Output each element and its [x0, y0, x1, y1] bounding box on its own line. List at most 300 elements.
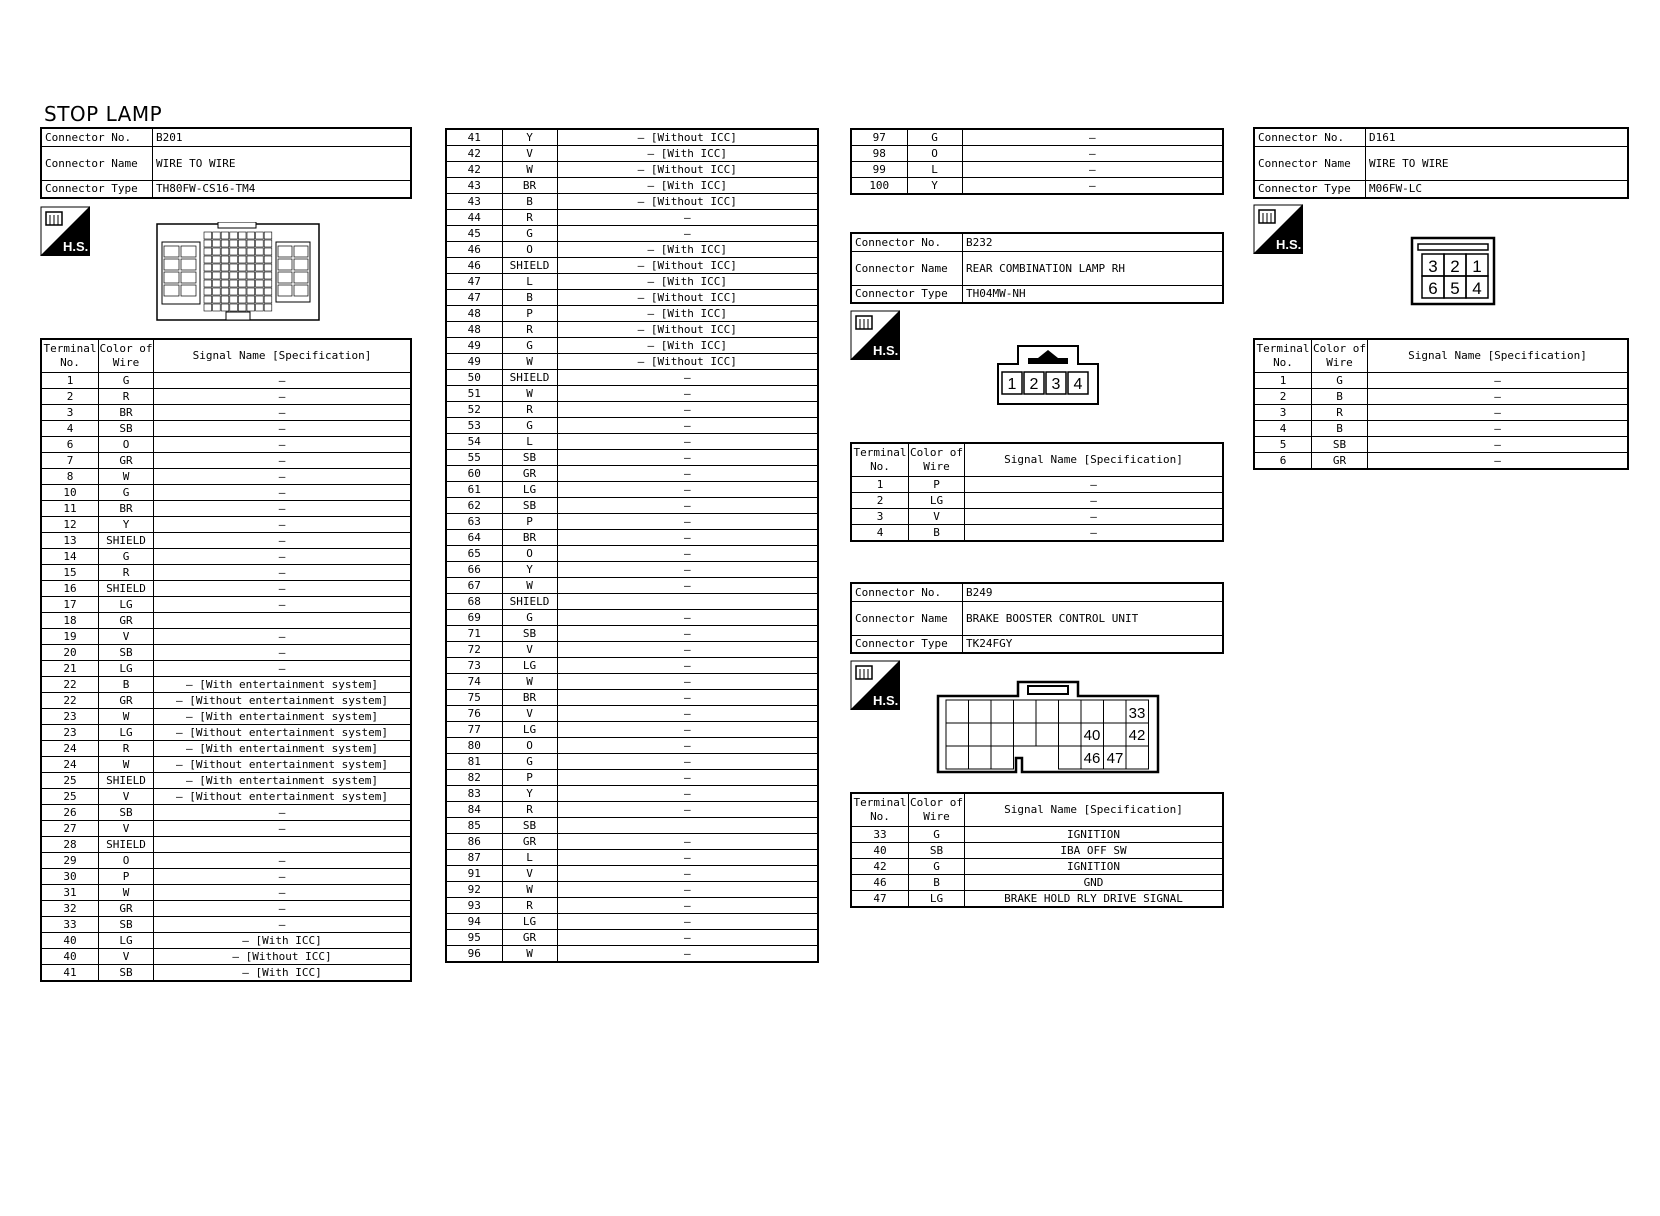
table-row: [446, 946, 818, 963]
terminal-no-cell: 49: [446, 354, 502, 370]
table-row: [446, 642, 818, 658]
signal-name-cell: –: [965, 509, 1224, 525]
harness-side-icon: [850, 310, 900, 360]
connector-name-value: WIRE TO WIRE: [1366, 146, 1629, 180]
table-row: [41, 453, 411, 469]
signal-name-cell: –: [557, 370, 818, 386]
wire-color-cell: Y: [99, 517, 154, 533]
signal-name-cell: [154, 837, 412, 853]
terminal-no-cell: 91: [446, 866, 502, 882]
wire-color-cell: R: [502, 802, 557, 818]
terminal-no-cell: 11: [41, 501, 99, 517]
terminal-no-cell: 50: [446, 370, 502, 386]
table-row: [41, 469, 411, 485]
terminal-no-cell: 40: [41, 933, 99, 949]
table-row: [41, 853, 411, 869]
terminal-no-cell: 48: [446, 306, 502, 322]
connector-face-b201: [156, 222, 320, 322]
table-row: [446, 418, 818, 434]
terminal-no-cell: 66: [446, 562, 502, 578]
connector-name-value: WIRE TO WIRE: [153, 146, 412, 180]
terminal-no-cell: 4: [851, 525, 909, 542]
terminal-no-cell: 45: [446, 226, 502, 242]
table-row: [446, 482, 818, 498]
table-row: [446, 866, 818, 882]
signal-name-cell: [557, 818, 818, 834]
terminal-no-cell: 61: [446, 482, 502, 498]
table-row: [41, 837, 411, 853]
table-row: [446, 594, 818, 610]
signal-name-cell: –: [154, 405, 412, 421]
table-row: [446, 194, 818, 210]
pin-label: 4: [1073, 376, 1083, 393]
terminal-no-cell: 18: [41, 613, 99, 629]
terminal-no-cell: 24: [41, 757, 99, 773]
table-row: [41, 389, 411, 405]
wire-color-cell: BR: [99, 405, 154, 421]
signal-name-cell: – [With entertainment system]: [154, 709, 412, 725]
terminal-no-cell: 6: [41, 437, 99, 453]
table-row: [851, 891, 1223, 908]
signal-name-cell: – [Without ICC]: [557, 194, 818, 210]
terminal-no-cell: 23: [41, 709, 99, 725]
connector-info-d161: [1253, 127, 1629, 199]
terminal-no-cell: 52: [446, 402, 502, 418]
signal-name-cell: –: [154, 485, 412, 501]
table-row: [446, 242, 818, 258]
wire-color-cell: P: [909, 477, 965, 493]
page-title: STOP LAMP: [44, 102, 163, 126]
terminal-no-cell: 44: [446, 210, 502, 226]
signal-name-cell: –: [557, 898, 818, 914]
signal-name-cell: –: [154, 645, 412, 661]
signal-name-cell: –: [557, 642, 818, 658]
wire-color-cell: L: [502, 850, 557, 866]
signal-name-cell: IGNITION: [965, 859, 1224, 875]
signal-name-cell: –: [557, 562, 818, 578]
terminal-no-cell: 26: [41, 805, 99, 821]
signal-name-cell: – [With entertainment system]: [154, 677, 412, 693]
signal-name-cell: –: [557, 706, 818, 722]
terminal-no-cell: 100: [851, 178, 907, 195]
terminal-no-cell: 3: [1254, 405, 1312, 421]
table-row: [41, 661, 411, 677]
table-row: [446, 498, 818, 514]
terminal-no-cell: 42: [851, 859, 909, 875]
signal-name-cell: –: [154, 805, 412, 821]
connector-no-value: B201: [153, 128, 412, 146]
terminal-no-cell: 41: [446, 129, 502, 146]
wire-color-cell: BR: [502, 178, 557, 194]
table-row: [446, 850, 818, 866]
table-row: [41, 629, 411, 645]
table-row: [41, 581, 411, 597]
wire-color-cell: G: [909, 859, 965, 875]
header-terminal-no: Terminal No.: [851, 443, 909, 477]
wire-color-cell: Y: [502, 786, 557, 802]
signal-name-cell: –: [557, 914, 818, 930]
table-row: [41, 757, 411, 773]
signal-name-cell: – [With ICC]: [557, 178, 818, 194]
wire-color-cell: G: [1312, 373, 1368, 389]
wire-color-cell: Y: [907, 178, 962, 195]
wire-color-cell: B: [909, 875, 965, 891]
terminal-no-cell: 25: [41, 773, 99, 789]
wire-color-cell: W: [99, 885, 154, 901]
terminal-no-cell: 25: [41, 789, 99, 805]
signal-name-cell: –: [557, 738, 818, 754]
terminal-no-cell: 2: [41, 389, 99, 405]
signal-name-cell: –: [154, 373, 412, 389]
wire-color-cell: V: [502, 706, 557, 722]
terminal-no-cell: 1: [851, 477, 909, 493]
terminal-no-cell: 95: [446, 930, 502, 946]
signal-name-cell: –: [557, 674, 818, 690]
wire-color-cell: LG: [99, 725, 154, 741]
wire-color-cell: B: [502, 290, 557, 306]
terminal-no-cell: 74: [446, 674, 502, 690]
terminal-no-cell: 97: [851, 129, 907, 146]
terminal-no-cell: 47: [446, 274, 502, 290]
hs-label: H.S.: [63, 239, 89, 254]
terminal-no-cell: 33: [851, 827, 909, 843]
signal-name-cell: –: [962, 146, 1223, 162]
signal-name-cell: –: [557, 498, 818, 514]
table-row: [446, 770, 818, 786]
table-row: [41, 949, 411, 965]
wire-color-cell: B: [99, 677, 154, 693]
table-row: [446, 882, 818, 898]
signal-name-cell: IGNITION: [965, 827, 1224, 843]
wire-color-cell: GR: [99, 901, 154, 917]
table-row: [851, 875, 1223, 891]
signal-name-cell: –: [154, 453, 412, 469]
table-row: [446, 178, 818, 194]
wire-color-cell: B: [909, 525, 965, 542]
header-color-of-wire: Color of Wire: [99, 339, 154, 373]
terminal-no-cell: 16: [41, 581, 99, 597]
pin-label: 46: [1083, 750, 1101, 767]
table-row: [41, 741, 411, 757]
wire-color-cell: LG: [502, 914, 557, 930]
table-row: [446, 306, 818, 322]
terminal-no-cell: 87: [446, 850, 502, 866]
signal-name-cell: –: [154, 885, 412, 901]
signal-name-cell: – [With ICC]: [557, 274, 818, 290]
signal-name-cell: –: [154, 853, 412, 869]
terminal-no-cell: 2: [1254, 389, 1312, 405]
wire-color-cell: G: [99, 549, 154, 565]
wire-color-cell: LG: [502, 722, 557, 738]
connector-info-b249: [850, 582, 1224, 654]
wire-color-cell: V: [502, 642, 557, 658]
table-row: [41, 421, 411, 437]
table-row: [41, 789, 411, 805]
terminal-no-cell: 77: [446, 722, 502, 738]
wire-color-cell: W: [502, 674, 557, 690]
terminal-no-cell: 76: [446, 706, 502, 722]
table-row: [41, 613, 411, 629]
signal-name-cell: –: [557, 386, 818, 402]
signal-name-cell: –: [962, 162, 1223, 178]
wire-color-cell: R: [502, 402, 557, 418]
terminal-no-cell: 81: [446, 754, 502, 770]
terminal-no-cell: 15: [41, 565, 99, 581]
table-row: [446, 514, 818, 530]
signal-name-cell: –: [154, 821, 412, 837]
signal-name-cell: –: [965, 477, 1224, 493]
signal-name-cell: –: [557, 930, 818, 946]
hs-label: H.S.: [873, 693, 899, 708]
pin-label: 5: [1450, 279, 1460, 298]
signal-name-cell: –: [557, 690, 818, 706]
connector-type-label: Connector Type: [1254, 180, 1366, 198]
wire-color-cell: V: [99, 789, 154, 805]
wire-color-cell: P: [99, 869, 154, 885]
signal-name-cell: –: [557, 802, 818, 818]
wire-color-cell: GR: [99, 453, 154, 469]
pin-label: 6: [1428, 279, 1438, 298]
terminal-no-cell: 43: [446, 194, 502, 210]
terminal-no-cell: 4: [1254, 421, 1312, 437]
terminal-no-cell: 83: [446, 786, 502, 802]
wire-color-cell: V: [909, 509, 965, 525]
wire-color-cell: W: [502, 882, 557, 898]
terminal-no-cell: 65: [446, 546, 502, 562]
harness-side-icon: [1253, 204, 1303, 254]
signal-name-cell: –: [1368, 453, 1629, 470]
wire-color-cell: GR: [502, 930, 557, 946]
wire-color-cell: R: [99, 565, 154, 581]
header-color-of-wire: Color of Wire: [909, 443, 965, 477]
terminal-no-cell: 86: [446, 834, 502, 850]
signal-name-cell: –: [154, 549, 412, 565]
terminal-no-cell: 64: [446, 530, 502, 546]
table-row: [446, 722, 818, 738]
pin-label: 1: [1472, 257, 1482, 276]
pin-label: 3: [1051, 376, 1061, 393]
terminal-no-cell: 3: [41, 405, 99, 421]
signal-name-cell: – [With ICC]: [557, 242, 818, 258]
signal-name-cell: –: [557, 610, 818, 626]
table-row: [446, 354, 818, 370]
pin-label: 2: [1029, 376, 1039, 393]
signal-name-cell: –: [154, 421, 412, 437]
pin-label: 3: [1428, 257, 1438, 276]
wire-color-cell: SB: [502, 818, 557, 834]
connector-type-value: M06FW-LC: [1366, 180, 1629, 198]
wire-color-cell: BR: [502, 530, 557, 546]
wire-color-cell: SB: [99, 421, 154, 437]
terminal-no-cell: 17: [41, 597, 99, 613]
wire-color-cell: V: [502, 866, 557, 882]
signal-name-cell: [154, 613, 412, 629]
table-row: [446, 690, 818, 706]
wire-color-cell: G: [502, 754, 557, 770]
wire-color-cell: SB: [99, 965, 154, 982]
wire-color-cell: LG: [99, 661, 154, 677]
table-row: [446, 434, 818, 450]
terminal-no-cell: 27: [41, 821, 99, 837]
signal-name-cell: –: [154, 581, 412, 597]
wire-color-cell: W: [502, 946, 557, 963]
table-row: [446, 834, 818, 850]
terminal-no-cell: 80: [446, 738, 502, 754]
terminal-no-cell: 96: [446, 946, 502, 963]
terminal-no-cell: 1: [41, 373, 99, 389]
table-row: [851, 129, 1223, 146]
wire-color-cell: SB: [502, 498, 557, 514]
wire-color-cell: Y: [502, 129, 557, 146]
header-terminal-no: Terminal No.: [1254, 339, 1312, 373]
table-row: [446, 226, 818, 242]
table-row: [41, 501, 411, 517]
table-row: [851, 162, 1223, 178]
connector-name-label: Connector Name: [41, 146, 153, 180]
connector-no-label: Connector No.: [851, 583, 963, 601]
terminal-no-cell: 82: [446, 770, 502, 786]
terminal-no-cell: 75: [446, 690, 502, 706]
signal-name-cell: – [With ICC]: [154, 965, 412, 982]
wire-color-cell: O: [502, 242, 557, 258]
connector-no-label: Connector No.: [851, 233, 963, 251]
terminal-no-cell: 12: [41, 517, 99, 533]
pin-label: 40: [1083, 727, 1101, 744]
connector-type-label: Connector Type: [851, 635, 963, 653]
wire-color-cell: P: [502, 306, 557, 322]
table-row: [446, 562, 818, 578]
wire-color-cell: W: [502, 578, 557, 594]
terminal-no-cell: 32: [41, 901, 99, 917]
wire-color-cell: B: [502, 194, 557, 210]
signal-name-cell: – [Without entertainment system]: [154, 725, 412, 741]
terminal-no-cell: 60: [446, 466, 502, 482]
wire-color-cell: W: [99, 469, 154, 485]
table-row: [446, 802, 818, 818]
signal-name-cell: – [With ICC]: [154, 933, 412, 949]
terminal-no-cell: 46: [446, 258, 502, 274]
signal-name-cell: –: [154, 869, 412, 885]
pin-table-b201-end: [850, 128, 1224, 195]
wire-color-cell: SHIELD: [502, 594, 557, 610]
signal-name-cell: –: [154, 517, 412, 533]
signal-name-cell: – [Without entertainment system]: [154, 693, 412, 709]
terminal-no-cell: 55: [446, 450, 502, 466]
connector-face-b249: [936, 676, 1160, 776]
wire-color-cell: BR: [502, 690, 557, 706]
connector-name-value: BRAKE BOOSTER CONTROL UNIT: [963, 601, 1224, 635]
signal-name-cell: –: [1368, 389, 1629, 405]
terminal-no-cell: 63: [446, 514, 502, 530]
terminal-no-cell: 53: [446, 418, 502, 434]
table-row: [446, 530, 818, 546]
signal-name-cell: –: [557, 418, 818, 434]
wire-color-cell: G: [99, 485, 154, 501]
connector-name-label: Connector Name: [851, 251, 963, 285]
signal-name-cell: –: [557, 722, 818, 738]
table-row: [851, 859, 1223, 875]
terminal-no-cell: 7: [41, 453, 99, 469]
signal-name-cell: –: [557, 530, 818, 546]
table-row: [41, 565, 411, 581]
terminal-no-cell: 13: [41, 533, 99, 549]
header-color-of-wire: Color of Wire: [1312, 339, 1368, 373]
signal-name-cell: – [Without ICC]: [557, 290, 818, 306]
signal-name-cell: –: [557, 546, 818, 562]
table-row: [41, 821, 411, 837]
terminal-no-cell: 21: [41, 661, 99, 677]
terminal-no-cell: 43: [446, 178, 502, 194]
wire-color-cell: SB: [909, 843, 965, 859]
wire-color-cell: G: [502, 338, 557, 354]
table-row: [41, 901, 411, 917]
signal-name-cell: –: [557, 866, 818, 882]
wire-color-cell: L: [502, 434, 557, 450]
signal-name-cell: –: [557, 482, 818, 498]
table-row: [1254, 405, 1628, 421]
table-row: [851, 509, 1223, 525]
terminal-no-cell: 46: [446, 242, 502, 258]
table-row: [446, 338, 818, 354]
terminal-no-cell: 22: [41, 677, 99, 693]
pin-table-b201: [40, 338, 412, 982]
table-row: [446, 146, 818, 162]
wire-color-cell: G: [99, 373, 154, 389]
connector-type-value: TH80FW-CS16-TM4: [153, 180, 412, 198]
terminal-no-cell: 23: [41, 725, 99, 741]
connector-face-d161: [1410, 236, 1496, 306]
terminal-no-cell: 31: [41, 885, 99, 901]
table-row: [1254, 437, 1628, 453]
pin-table-b249: [850, 792, 1224, 908]
terminal-no-cell: 98: [851, 146, 907, 162]
signal-name-cell: –: [557, 850, 818, 866]
terminal-no-cell: 14: [41, 549, 99, 565]
signal-name-cell: – [Without ICC]: [557, 354, 818, 370]
connector-no-label: Connector No.: [41, 128, 153, 146]
table-row: [851, 477, 1223, 493]
signal-name-cell: –: [557, 786, 818, 802]
signal-name-cell: GND: [965, 875, 1224, 891]
signal-name-cell: –: [154, 917, 412, 933]
wire-color-cell: GR: [1312, 453, 1368, 470]
wire-color-cell: LG: [502, 658, 557, 674]
wire-color-cell: G: [907, 129, 962, 146]
wire-color-cell: SHIELD: [502, 258, 557, 274]
signal-name-cell: –: [154, 533, 412, 549]
wire-color-cell: O: [907, 146, 962, 162]
wire-color-cell: R: [502, 898, 557, 914]
table-row: [851, 146, 1223, 162]
signal-name-cell: –: [557, 514, 818, 530]
terminal-no-cell: 42: [446, 162, 502, 178]
terminal-no-cell: 41: [41, 965, 99, 982]
terminal-no-cell: 47: [851, 891, 909, 908]
table-row: [446, 274, 818, 290]
signal-name-cell: – [With ICC]: [557, 146, 818, 162]
wire-color-cell: O: [502, 546, 557, 562]
table-row: [41, 965, 411, 982]
table-row: [446, 402, 818, 418]
pin-label: 1: [1007, 376, 1017, 393]
table-row: [851, 178, 1223, 195]
table-row: [446, 290, 818, 306]
wire-color-cell: SB: [99, 917, 154, 933]
table-row: [446, 706, 818, 722]
wire-color-cell: W: [502, 354, 557, 370]
table-row: [851, 843, 1223, 859]
wire-color-cell: B: [1312, 421, 1368, 437]
